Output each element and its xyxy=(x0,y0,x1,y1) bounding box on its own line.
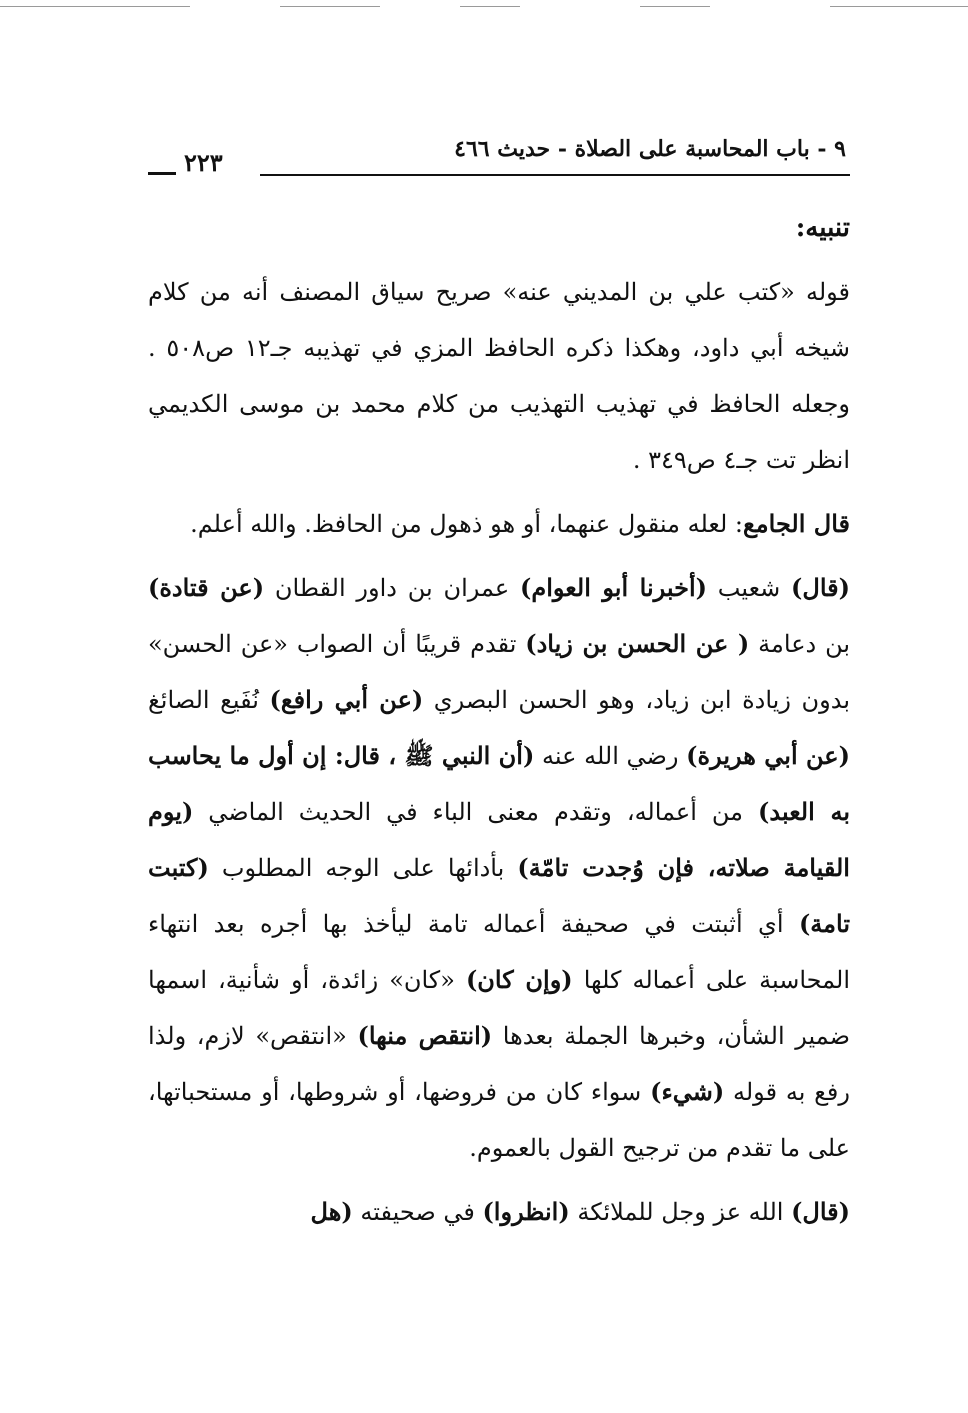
text-run: رضي الله عنه xyxy=(534,742,687,770)
text-run: سواء كان من فروضها، أو شروطها، أو مستحباتها، على ما تقدم من ترجيح القول بالعموم. xyxy=(148,1078,850,1162)
bold-text-run: قال الجامع xyxy=(743,509,850,538)
paragraph xyxy=(148,1184,850,1240)
top-edge-line xyxy=(0,6,190,7)
top-edge-line xyxy=(460,6,520,7)
bold-text-run: (عن أبي هريرة) xyxy=(686,741,850,770)
bold-text-run: (عن قتادة) xyxy=(148,573,265,602)
text-run: في صحيفته xyxy=(352,1198,483,1226)
bold-text-run: (قال) xyxy=(791,1197,850,1226)
text-run: عمران بن داور القطان xyxy=(264,574,521,602)
bold-text-run: (أخبرنا أبو العوام) xyxy=(520,573,707,602)
bold-text-run: (أن النبي ﷺ ، قال: إن أول ما يحاسب به العبد) xyxy=(148,741,850,826)
header-rule xyxy=(260,174,850,176)
bold-text-run: (انظروا) xyxy=(482,1197,570,1226)
bold-text-run: (وإن كان) xyxy=(465,965,573,994)
page-header xyxy=(148,128,850,184)
bold-text-run: (قال) xyxy=(791,573,850,602)
top-edge-line xyxy=(280,6,380,7)
top-edge-line xyxy=(640,6,710,7)
text-run: «كان» زائدة، أو شأنية، اسمها ضمير الشأن، وخبرها الجملة بعدها xyxy=(148,966,851,1050)
page-body xyxy=(148,200,850,1240)
text-run: شعيب xyxy=(706,574,792,602)
bold-text-run: (كتبت تامة) xyxy=(148,853,851,938)
chapter-title: ٩ - باب المحاسبة على الصلاة - حديث ٤٦٦ xyxy=(454,136,846,162)
text-run: تقدم قريبًا أن الصواب «عن الحسن» بدون زيادة ابن زياد، وهو الحسن البصري xyxy=(148,630,850,714)
text-run: : لعله منقول عنهما، أو هو ذهول من الحافظ. والله أعلم. xyxy=(190,510,743,538)
text-run: الله عز وجل للملائكة xyxy=(569,1198,792,1226)
text-run: بن دعامة xyxy=(749,630,851,658)
bold-text-run: (انتقص منها) xyxy=(357,1021,493,1050)
paragraph xyxy=(148,264,850,488)
bold-text-run: (هل xyxy=(310,1197,353,1226)
paragraphs xyxy=(148,264,850,1240)
paragraph xyxy=(148,496,850,552)
text-run: «انتقص» لازم، ولذا رفع به قوله xyxy=(148,1022,850,1106)
bold-text-run: (يوم القيامة صلاته، فإن وُجدت تامّة) xyxy=(148,797,850,882)
page-number-dash xyxy=(148,172,176,175)
bold-text-run: ( عن الحسن بن زياد) xyxy=(525,629,750,658)
paragraph xyxy=(148,560,850,1176)
text-run: بأدائها على الوجه المطلوب xyxy=(208,854,518,882)
bold-text-run: (عن أبي رافع) xyxy=(269,685,424,714)
section-heading: تنبيه: xyxy=(795,213,850,243)
bold-text-run: (شيء) xyxy=(650,1077,725,1106)
text-run: قوله «كتب علي بن المديني عنه» صريح سياق المصنف أنه من كلام شيخه أبي داود، وهكذا ذكره الحافظ المزي في تهذيبه جـ١٢ ص٥٠٨ . وجعله الحافظ في تهذيب التهذيب من كلام محمد بن موسى الكديمي انظر تت جـ٤ ص٣٤٩ . xyxy=(148,278,850,474)
top-edge-line xyxy=(830,6,968,7)
text-run: نُفَيع الصائغ xyxy=(148,686,270,714)
text-run: من أعماله، وتقدم معنى الباء في الحديث الماضي xyxy=(193,798,758,826)
text-run: أي أثبتت في صحيفة أعماله تامة ليأخذ بها أجره بعد انتهاء المحاسبة على أعماله كلها xyxy=(148,910,851,994)
page-number: ٢٢٣ xyxy=(184,148,223,177)
